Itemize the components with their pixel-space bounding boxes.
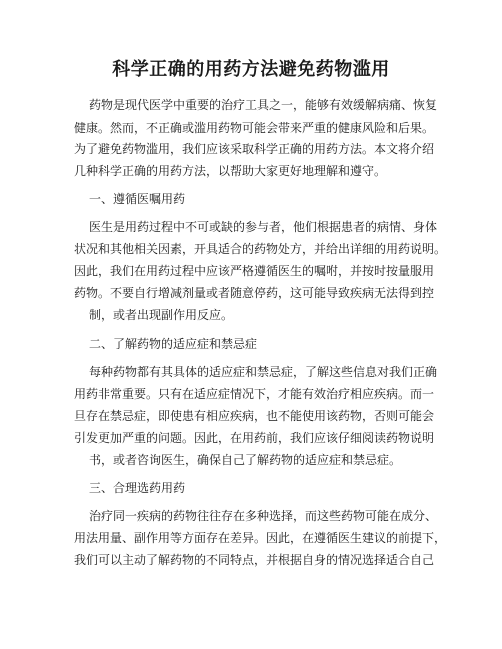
paragraph-line: 状况和其他相关因素，开具适合的药物处方，并给出详细的用药说明。: [74, 242, 447, 256]
section-heading: 三、合理选药用药: [89, 481, 186, 495]
page-title: 科学正确的用药方法避免药物滥用: [112, 59, 390, 80]
paragraph-line: 制，或者出现副作用反应。: [89, 308, 234, 322]
paragraph-line: 为了避免药物滥用，我们应该采取科学正确的用药方法。本文将介绍: [74, 142, 435, 156]
paragraph-line: 药物是现代医学中重要的治疗工具之一，能够有效缓解病痛、恢复: [89, 98, 438, 112]
paragraph-line: 几种科学正确的用药方法，以帮助大家更好地理解和遵守。: [74, 164, 387, 178]
paragraph-line: 我们可以主动了解药物的不同特点，并根据自身的情况选择适合自己: [74, 553, 435, 567]
paragraph-line: 健康。然而，不正确或滥用药物可能会带来严重的健康风险和后果。: [74, 121, 435, 135]
paragraph-line: 每种药物都有其具体的适应症和禁忌症，了解这些信息对我们正确: [89, 365, 438, 379]
paragraph-line: 书，或者咨询医生，确保自己了解药物的适应症和禁忌症。: [89, 453, 402, 467]
section-heading: 一、遵循医嘱用药: [89, 192, 186, 206]
paragraph-line: 旦存在禁忌症，即使患有相应疾病，也不能使用该药物，否则可能会: [74, 409, 435, 423]
paragraph-line: 用药非常重要。只有在适应症情况下，才能有效治疗相应疾病。而一: [74, 387, 435, 401]
paragraph-line: 治疗同一疾病的药物往往存在多种选择，而这些药物可能在成分、: [89, 509, 438, 523]
paragraph-line: 用法用量、副作用等方面存在差异。因此，在遵循医生建议的前提下，: [74, 531, 447, 545]
paragraph-line: 药物。不要自行增减剂量或者随意停药，这可能导致疾病无法得到控: [74, 286, 435, 300]
paragraph-line: 引发更加严重的问题。因此，在用药前，我们应该仔细阅读药物说明: [74, 431, 435, 445]
paragraph-line: 医生是用药过程中不可或缺的参与者，他们根据患者的病情、身体: [89, 220, 438, 234]
section-heading: 二、了解药物的适应症和禁忌症: [89, 337, 258, 351]
paragraph-line: 因此，我们在用药过程中应该严格遵循医生的嘱咐，并按时按量服用: [74, 264, 435, 278]
